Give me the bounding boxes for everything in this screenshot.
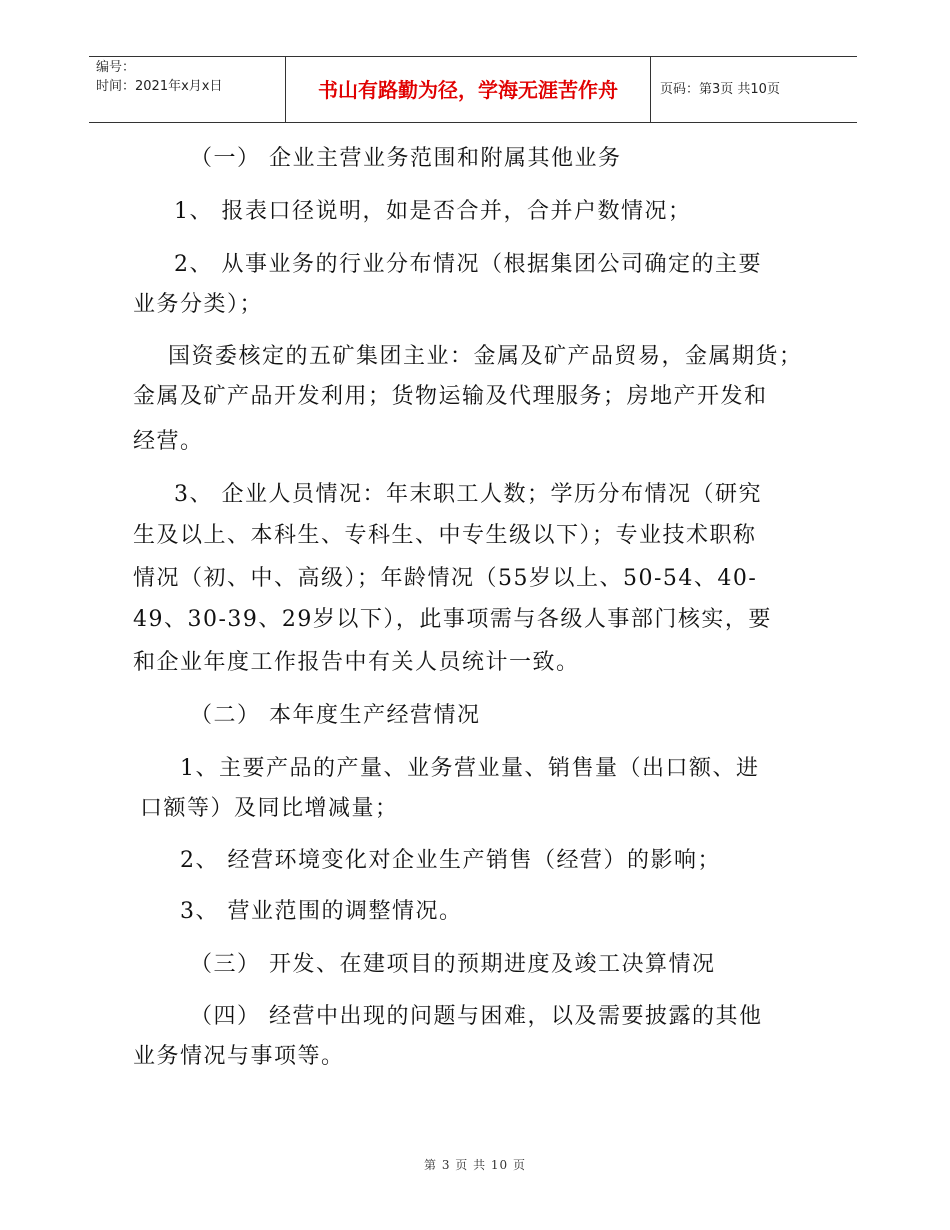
paragraph-line: 情况（初、中、高级）；年龄情况（55岁以上、50-54、40- — [133, 566, 758, 591]
paragraph-line: 业务分类）； — [133, 292, 264, 317]
section-heading-2: （二） 本年度生产经营情况 — [190, 703, 481, 728]
paragraph-line: 49、30-39、29岁以下），此事项需与各级人事部门核实，要 — [133, 607, 772, 632]
paragraph-line: 经营。 — [133, 429, 204, 454]
header-page-info: 页码：第3页 共10页 — [660, 82, 780, 97]
document-time-label: 时间：2021年x月x日 — [96, 79, 223, 94]
section-heading-1: （一） 企业主营业务范围和附属其他业务 — [190, 146, 622, 171]
header-divider-right — [650, 56, 651, 123]
paragraph-line: 口额等）及同比增减量； — [140, 796, 399, 821]
section-heading-3: （三） 开发、在建项目的预期进度及竣工决算情况 — [190, 952, 716, 977]
page-footer: 第 3 页 共 10 页 — [424, 1158, 526, 1172]
header-top-rule — [89, 56, 857, 57]
paragraph-line: 3、 营业范围的调整情况。 — [180, 899, 463, 924]
header-divider-left — [285, 56, 286, 123]
paragraph-line: 国资委核定的五矿集团主业：金属及矿产品贸易，金属期货； — [168, 344, 803, 369]
header-left-block — [96, 58, 222, 96]
document-number-label: 编号： — [96, 60, 136, 75]
paragraph-line: 金属及矿产品开发利用；货物运输及代理服务；房地产开发和 — [133, 384, 768, 409]
paragraph-line: 3、 企业人员情况：年末职工人数；学历分布情况（研究 — [174, 482, 762, 507]
paragraph-line: 生及以上、本科生、专科生、中专生级以下）；专业技术职称 — [133, 523, 757, 548]
header-bottom-rule — [89, 122, 857, 123]
paragraph-line: 2、 从事业务的行业分布情况（根据集团公司确定的主要 — [174, 252, 762, 277]
paragraph-line: 和企业年度工作报告中有关人员统计一致。 — [133, 650, 580, 675]
paragraph-line: 2、 经营环境变化对企业生产销售（经营）的影响； — [180, 848, 721, 873]
section-heading-4: （四） 经营中出现的问题与困难，以及需要披露的其他 — [190, 1004, 763, 1029]
paragraph-line: 1、主要产品的产量、业务营业量、销售量（出口额、进 — [180, 756, 760, 781]
paragraph-line: 业务情况与事项等。 — [133, 1044, 345, 1069]
header-motto: 书山有路勤为径，学海无涯苦作舟 — [318, 78, 618, 102]
paragraph-line: 1、 报表口径说明，如是否合并，合并户数情况； — [174, 199, 692, 224]
